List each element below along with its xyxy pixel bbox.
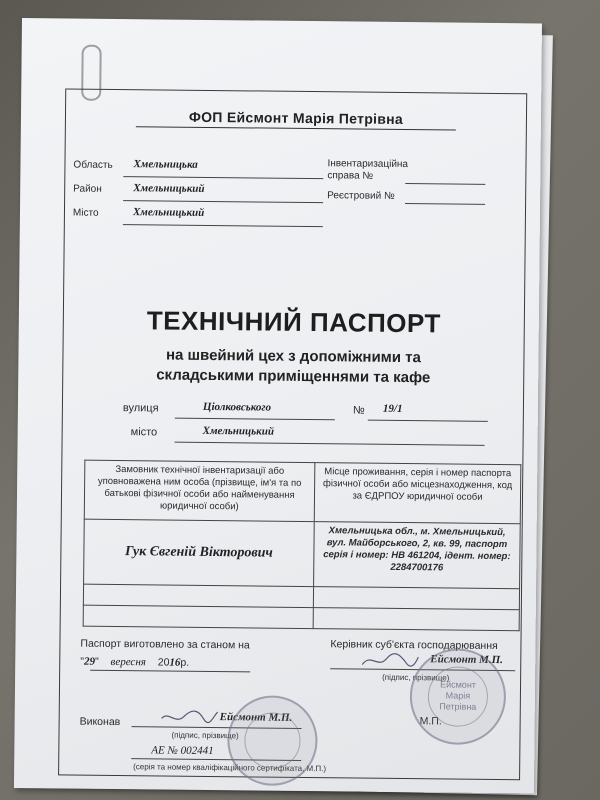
owner-table — [83, 460, 522, 632]
rayon-value: Хмельницький — [133, 182, 205, 195]
city-line — [175, 442, 485, 446]
owner-name-cell — [84, 519, 315, 586]
date-underline — [90, 670, 250, 673]
number-line — [368, 420, 488, 422]
certificate-value: АЕ № 002441 — [151, 744, 214, 758]
table-header-left: Замовник технічної інвентаризації або уповноважена ним особа (прізвище, ім'я та по батькові фізичної особи або найменування юридичної особи) — [84, 460, 315, 521]
month-value: вересня — [110, 655, 146, 669]
stamp-line-3: Петрівна — [439, 701, 477, 712]
document-subtitle-2: складськими приміщеннями та кафе — [156, 366, 431, 387]
stamp-line-1: Ейсмонт — [440, 679, 477, 690]
inventory-label-2: справа № — [327, 170, 374, 182]
head-label: Керівник суб'єкта господарювання — [330, 638, 498, 653]
oblast-line — [123, 176, 323, 179]
misto-value: Хмельницький — [132, 206, 205, 219]
document-subtitle-1: на швейний цех з допоміжними та — [165, 346, 421, 367]
company-stamp-icon — [409, 648, 506, 745]
registry-line — [405, 203, 485, 205]
rayon-label: Район — [73, 183, 102, 195]
executor-caption: (підпис, прізвище) — [171, 730, 239, 741]
head-name: Ейсмонт М.П. — [430, 653, 503, 667]
table-header-right: Місце проживання, серія і номер паспорта фізичної особи або місцезнаходження, код за ЄДРПОУ юридичної особи — [314, 463, 521, 524]
city-label: місто — [130, 426, 158, 439]
year-value: 16 — [169, 656, 181, 669]
inventory-label: Інвентаризаційна — [327, 158, 409, 171]
firm-name: ФОП Ейсмонт Марія Петрівна — [136, 108, 456, 130]
date-line: "29" вересня 2016р. — [80, 655, 190, 669]
certificate-caption: (серія та номер кваліфікаційного сертифіката, М.П.) — [133, 762, 327, 774]
oblast-label: Область — [73, 159, 113, 171]
document-title: ТЕХНІЧНИЙ ПАСПОРТ — [146, 305, 442, 339]
rayon-line — [123, 200, 323, 203]
prepared-label: Паспорт виготовлено за станом на — [80, 637, 250, 652]
empty-cell — [313, 608, 519, 631]
empty-cell — [313, 587, 519, 610]
table-row — [83, 605, 519, 631]
year-suffix: р. — [180, 656, 190, 669]
executor-name: Ейсмонт М.П. — [219, 711, 293, 724]
street-line — [175, 418, 335, 421]
city-value: Хмельницький — [202, 424, 275, 438]
executor-signature — [160, 706, 220, 727]
mp-label: М.П. — [419, 715, 442, 728]
street-value: Ціолковського — [202, 400, 272, 414]
registry-label: Реєстровий № — [327, 190, 395, 202]
oblast-value: Хмельницька — [133, 158, 198, 171]
empty-cell — [83, 605, 313, 628]
year-prefix: 20 — [157, 656, 170, 669]
empty-cell — [83, 584, 313, 607]
stamp-line-2: Марія — [445, 690, 471, 701]
misto-label: Місто — [72, 207, 99, 219]
number-value: 19/1 — [382, 402, 403, 416]
street-label: вулиця — [122, 402, 159, 415]
inventory-line — [405, 183, 485, 185]
table-row — [84, 519, 521, 589]
number-label: № — [352, 404, 365, 417]
document-page — [14, 18, 542, 793]
executor-label: Виконав — [79, 715, 121, 729]
owner-address: Хмельницька обл., м. Хмельницький, вул. Майборського, 2, кв. 99, паспорт серія і номер: НВ 461204, ідент. номер: 2284700176 — [314, 522, 521, 589]
head-signature-caption: (підпис, прізвище) — [382, 672, 450, 683]
document-frame — [58, 88, 527, 780]
misto-line — [123, 224, 323, 227]
day-value: 29 — [83, 655, 96, 668]
executor-stamp-icon — [227, 695, 318, 786]
table-header-row — [84, 460, 521, 524]
owner-name: Гук Євгеній Вікторович — [124, 544, 273, 561]
